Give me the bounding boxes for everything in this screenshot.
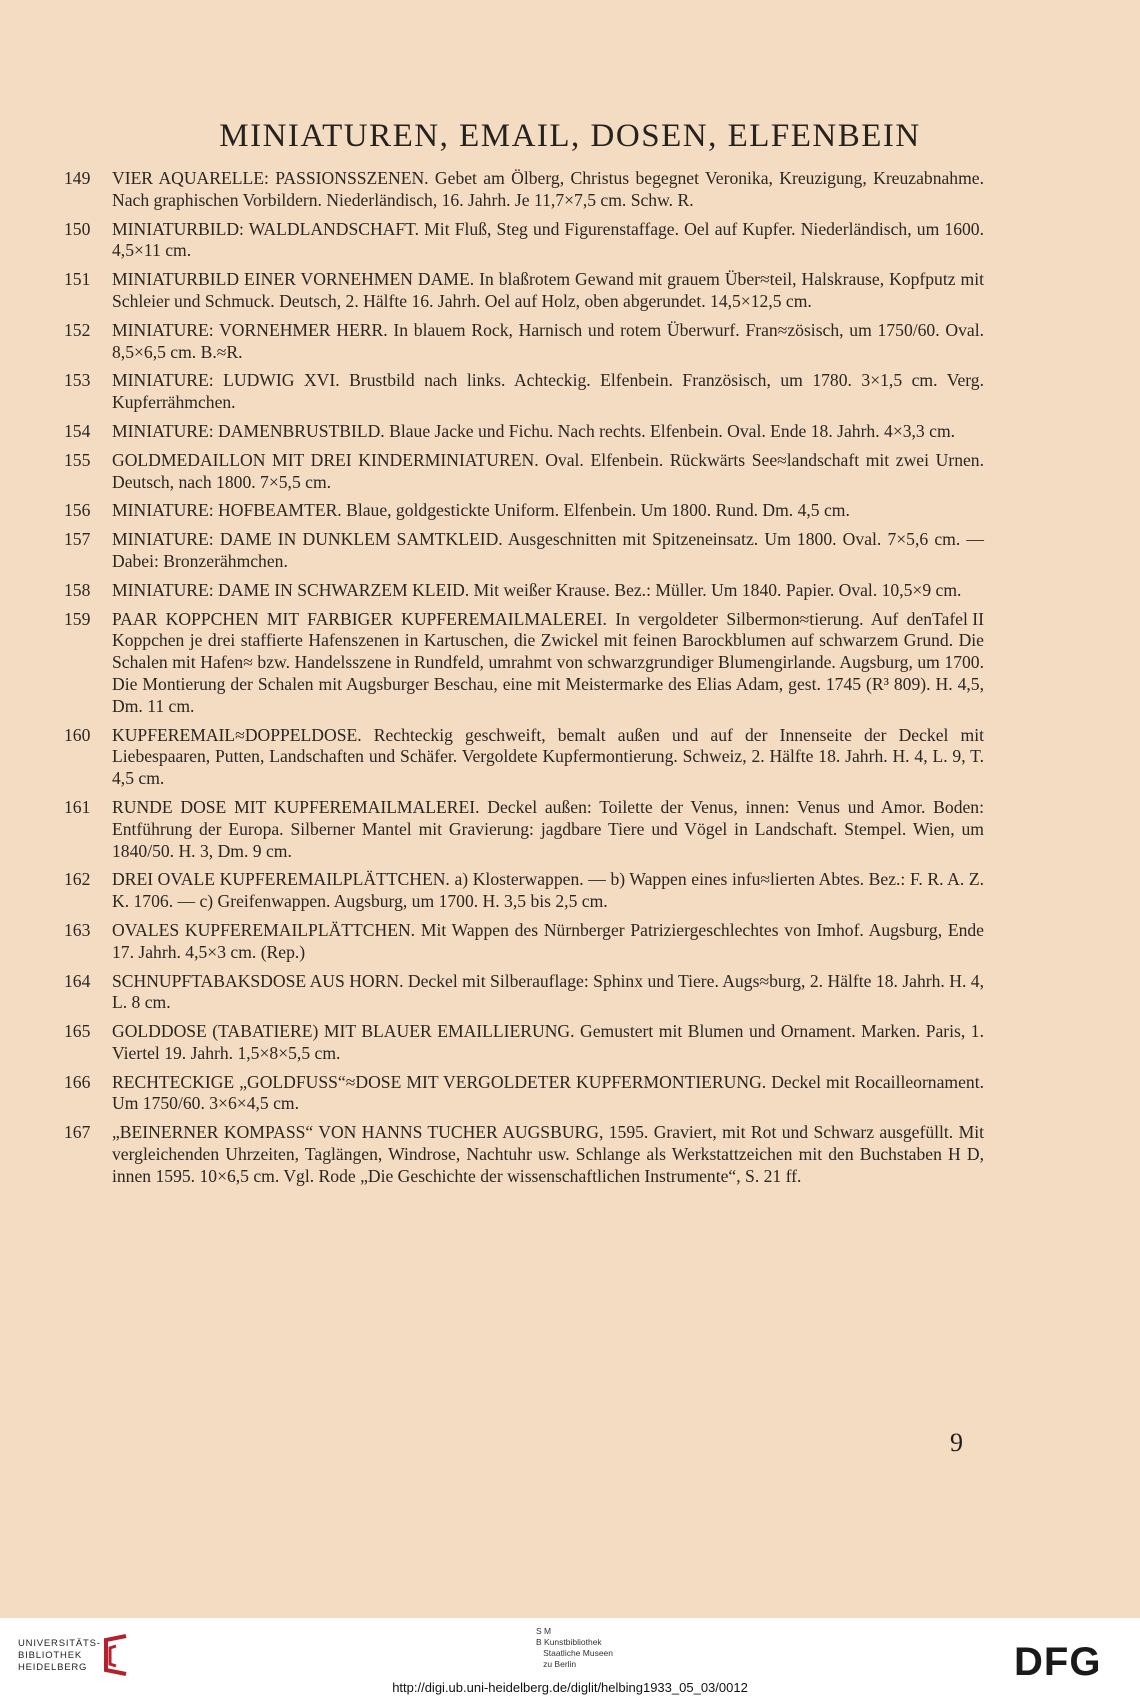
university-library-label[interactable]: UNIVERSITÄTS- BIBLIOTHEK HEIDELBERG: [18, 1638, 101, 1673]
entry-description: SCHNUPFTABAKSDOSE AUS HORN. Deckel mit Silberauflage: Sphinx und Tiere. Augs≈burg, 2. Hälfte 18. Jahrh. H. 4, L. 8 cm.: [112, 970, 984, 1013]
entry-description-block: [112, 450, 984, 494]
entry-description: MINIATURE: DAMENBRUSTBILD. Blaue Jacke und Fichu. Nach rechts. Elfenbein. Oval. Ende 18. Jahrh. 4×3,3 cm.: [112, 420, 956, 441]
entry-description: RECHTECKIGE „GOLDFUSS“≈DOSE MIT VERGOLDETER KUPFERMONTIERUNG. Deckel mit Rocailleornament. Um 1750/60. 3×6×4,5 cm.: [112, 1071, 984, 1114]
catalog-entry: [64, 168, 984, 212]
entry-number: 164: [64, 970, 91, 991]
entry-description: MINIATURE: LUDWIG XVI. Brustbild nach links. Achteckig. Elfenbein. Französisch, um 1780. 3×1,5 cm. Verg. Kupferrähmchen.: [112, 370, 984, 413]
entry-number: 157: [64, 529, 91, 550]
catalog-entry: [64, 971, 984, 1015]
entry-number: 149: [64, 168, 91, 188]
entry-description: DREI OVALE KUPFEREMAILPLÄTTCHEN. a) Klosterwappen. — b) Wappen eines infu≈lierten Abtes. Bez.: F. R. A. Z. K. 1706. — c) Greifenwappen. Augsburg, um 1700. H. 3,5 bis 2,5 cm.: [112, 869, 984, 912]
entry-number: 158: [64, 579, 91, 600]
entry-number: 165: [64, 1021, 91, 1042]
entry-description-block: [112, 1021, 984, 1065]
catalog-entry: [64, 1021, 984, 1065]
entry-description-block: [112, 869, 984, 913]
catalog-entry: [64, 920, 984, 964]
entry-description-block: [112, 1072, 984, 1116]
entry-description-block: [112, 320, 984, 364]
entry-number: 152: [64, 319, 91, 340]
entry-description: OVALES KUPFEREMAILPLÄTTCHEN. Mit Wappen des Nürnberger Patriziergeschlechtes von Imhof. Augsburg, Ende 17. Jahrh. 4,5×3 cm. (Rep.): [112, 919, 984, 962]
catalog-entry: [64, 500, 984, 522]
entry-description-block: [112, 580, 984, 602]
entry-number: 166: [64, 1071, 91, 1092]
catalog-entry: [64, 269, 984, 313]
entry-description-block: [112, 1122, 984, 1187]
entry-description: PAAR KOPPCHEN MIT FARBIGER KUPFEREMAILMALEREI. In vergoldeter Silbermon≈tierung. Auf den Koppchen je drei staffierte Hafenszenen in Kartuschen, die Zwickel mit feinen Barockblumen auf schwarzem Grund. Die Schalen mit Hafen≈ bzw. Handelsszene in Rundfeld, umrahmt von schwarzgrundiger Blumengirlande. Augsburg, um 1700. Die Montierung der Schalen mit Augsburger Beschau, eine mit Meistermarke des Elias Adam, gest. 1745 (R³ 809). H. 4,5, Dm. 11 cm.: [112, 608, 984, 716]
catalog-entry: [64, 609, 984, 718]
entry-description: GOLDMEDAILLON MIT DREI KINDERMINIATUREN. Oval. Elfenbein. Rückwärts See≈landschaft mit zwei Urnen. Deutsch, nach 1800. 7×5,5 cm.: [112, 449, 984, 492]
entry-description-block: [112, 421, 984, 443]
kunstbibliothek-label[interactable]: S M B Kunstbibliothek Staatliche Museen zu Berlin: [536, 1626, 614, 1669]
entry-number: 156: [64, 500, 91, 521]
entry-description: VIER AQUARELLE: PASSIONSSZENEN. Gebet am Ölberg, Christus begegnet Veronika, Kreuzigung, Kreuzabnahme. Nach graphischen Vorbildern. Niederländisch, 16. Jahrh. Je 11,7×7,5 cm. Schw. R.: [112, 168, 984, 210]
source-url[interactable]: http://digi.ub.uni-heidelberg.de/diglit/helbing1933_05_03/0012: [392, 1680, 748, 1695]
entry-number: 161: [64, 796, 91, 817]
entry-number: 151: [64, 269, 91, 290]
catalog-entry: [64, 370, 984, 414]
entry-number: 167: [64, 1122, 91, 1143]
entry-number: 163: [64, 919, 91, 940]
entry-description: GOLDDOSE (TABATIERE) MIT BLAUER EMAILLIERUNG. Gemustert mit Blumen und Ornament. Marken. Paris, 1. Viertel 19. Jahrh. 1,5×8×5,5 cm.: [112, 1021, 984, 1063]
entry-description-block: [112, 370, 984, 414]
entry-description: „BEINERNER KOMPASS“ VON HANNS TUCHER AUGSBURG, 1595. Graviert, mit Rot und Schwarz ausgefüllt. Mit vergleichenden Uhrzeiten, Taglängen, Windrose, Nachtuhr usw. Schlange als Werkstattzeichen mit den Buchstaben H D, innen 1595. 10×6,5 cm. Vgl. Rode „Die Geschichte der wissenschaftlichen Instrumente“, S. 21 ff.: [112, 1122, 984, 1186]
university-logo-icon[interactable]: [96, 1632, 130, 1676]
entry-description: KUPFEREMAIL≈DOPPELDOSE. Rechteckig geschweift, bemalt außen und auf der Innenseite der Deckel mit Liebespaaren, Putten, Landschaften und Schäfer. Vergoldete Kupfermontierung. Schweiz, 2. Hälfte 18. Jahrh. H. 4, L. 9, T. 4,5 cm.: [112, 724, 984, 789]
footer-bar: [0, 1618, 1140, 1698]
catalog-entry: [64, 529, 984, 573]
entry-number: 160: [64, 724, 91, 745]
entry-number: 150: [64, 218, 91, 239]
entry-description: MINIATURE: HOFBEAMTER. Blaue, goldgestickte Uniform. Elfenbein. Um 1800. Rund. Dm. 4,5 cm.: [112, 500, 850, 521]
entry-description-block: [112, 725, 984, 790]
entry-number: 155: [64, 449, 91, 470]
entry-number: 162: [64, 869, 91, 890]
catalog-entries: [64, 168, 984, 1195]
catalog-entry: [64, 725, 984, 790]
entry-description-block: [112, 219, 984, 263]
catalog-entry: [64, 797, 984, 862]
entry-description-block: [112, 500, 984, 522]
entry-description: MINIATURE: VORNEHMER HERR. In blauem Rock, Harnisch und rotem Überwurf. Fran≈zösisch, um 1750/60. Oval. 8,5×6,5 cm. B.≈R.: [112, 319, 984, 362]
entry-description: MINIATURBILD EINER VORNEHMEN DAME. In blaßrotem Gewand mit grauem Über≈teil, Halskrause, Kopfputz mit Schleier und Schmuck. Deutsch, 2. Hälfte 16. Jahrh. Oel auf Holz, oben abgerundet. 14,5×12,5 cm.: [112, 269, 984, 311]
catalog-entry: [64, 869, 984, 913]
entry-description-block: [112, 920, 984, 964]
entry-description: MINIATURE: DAME IN SCHWARZEM KLEID. Mit weißer Krause. Bez.: Müller. Um 1840. Papier. Oval. 10,5×9 cm.: [112, 579, 962, 600]
entry-description: RUNDE DOSE MIT KUPFEREMAILMALEREI. Deckel außen: Toilette der Venus, innen: Venus und Amor. Boden: Entführung der Europa. Silberner Mantel mit Gravierung: jagdbare Tiere und Vögel in Landschaft. Stempel. Wien, um 1840/50. H. 3, Dm. 9 cm.: [112, 796, 984, 861]
catalog-entry: [64, 1072, 984, 1116]
catalog-entry: [64, 580, 984, 602]
entry-description-block: [112, 797, 984, 862]
entry-plate-reference: Tafel II: [932, 608, 984, 629]
entry-description-block: [112, 168, 984, 212]
entry-description-block: [112, 971, 984, 1015]
page-heading: MINIATUREN, EMAIL, DOSEN, ELFENBEIN: [219, 118, 921, 154]
dfg-logo[interactable]: DFG: [1014, 1640, 1102, 1684]
entry-description: MINIATURBILD: WALDLANDSCHAFT. Mit Fluß, Steg und Figurenstaffage. Oel auf Kupfer. Niederländisch, um 1600. 4,5×11 cm.: [112, 218, 984, 261]
page-number: 9: [950, 1428, 963, 1457]
catalog-entry: [64, 320, 984, 364]
entry-number: 153: [64, 370, 91, 391]
entry-number: 159: [64, 608, 91, 629]
catalog-entry: [64, 1122, 984, 1187]
entry-number: 154: [64, 420, 91, 441]
entry-description-block: [112, 269, 984, 313]
catalog-entry: [64, 450, 984, 494]
catalog-entry: [64, 219, 984, 263]
entry-description: MINIATURE: DAME IN DUNKLEM SAMTKLEID. Ausgeschnitten mit Spitzeneinsatz. Um 1800. Oval. 7×5,6 cm. — Dabei: Bronzerähmchen.: [112, 529, 984, 571]
catalog-entry: [64, 421, 984, 443]
entry-description-block: [112, 609, 984, 718]
entry-description-block: [112, 529, 984, 573]
